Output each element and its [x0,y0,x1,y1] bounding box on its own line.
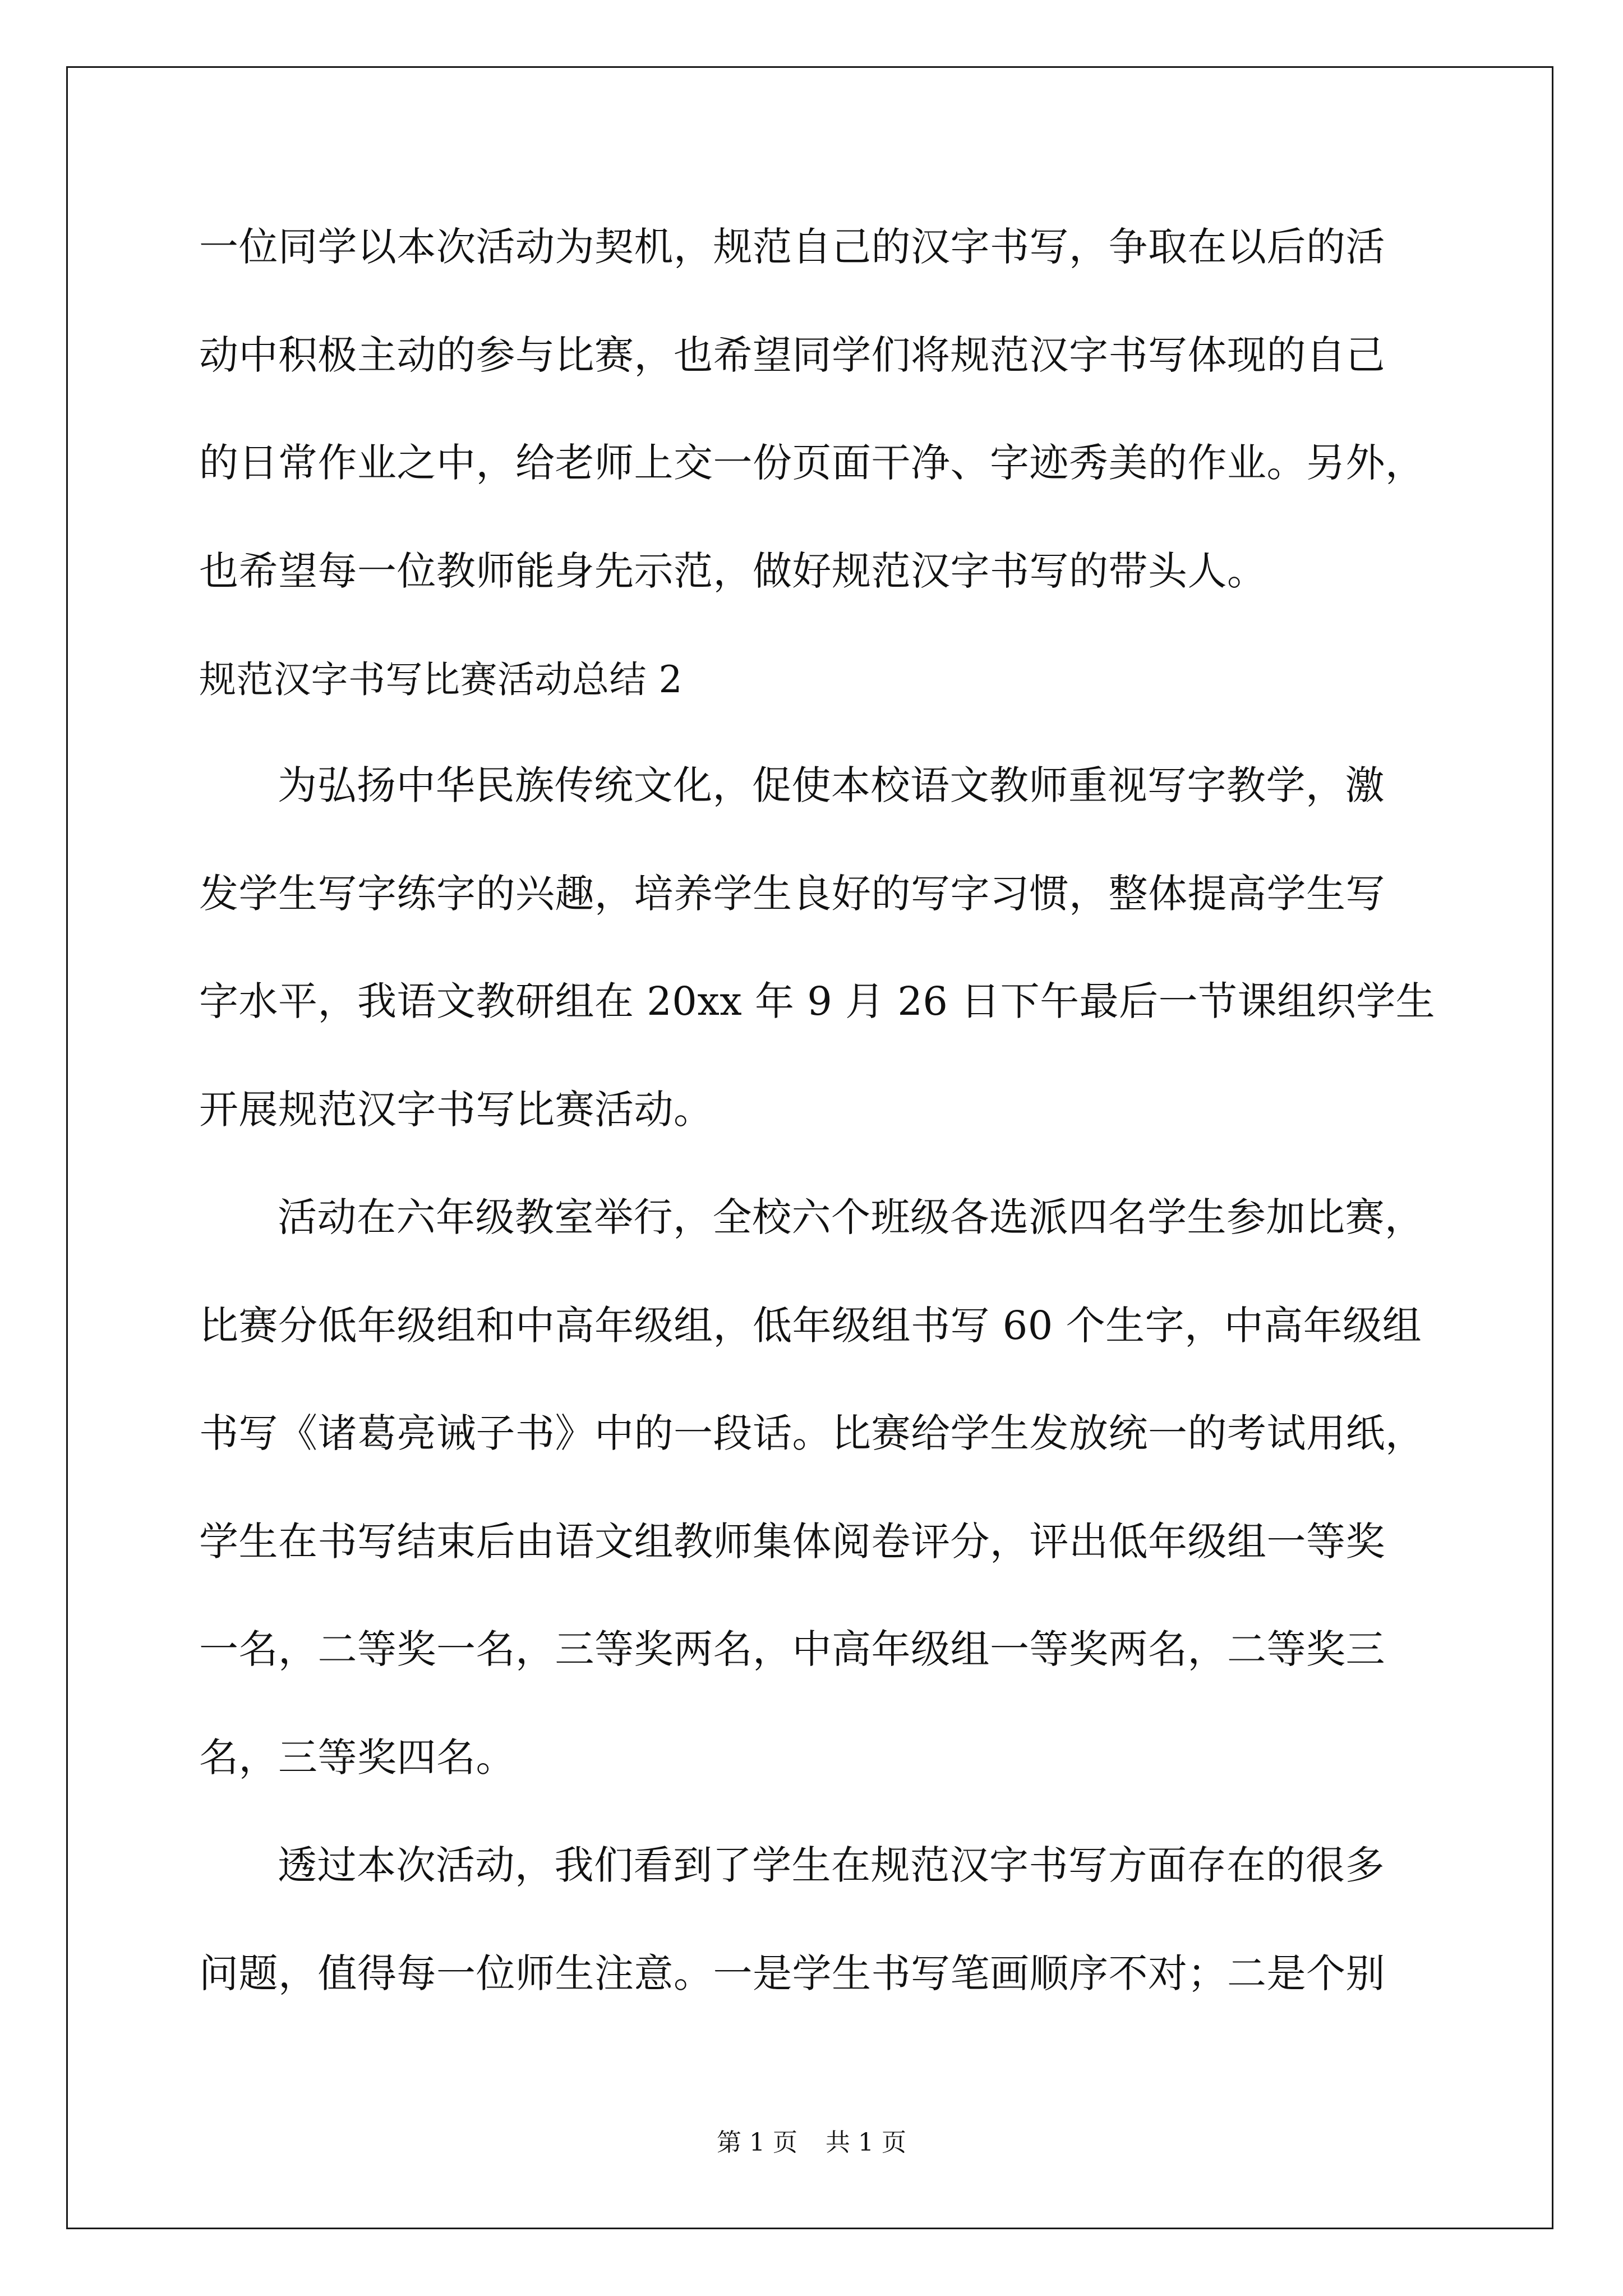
paragraph-1-line-3: 的日常作业之中，给老师上交一份页面干净、字迹秀美的作业。另外， [199,440,1425,486]
paragraph-3-line-1: 活动在六年级教室举行，全校六个班级各选派四名学生参加比赛， [278,1194,1424,1240]
paragraph-4-line-2: 问题，值得每一位师生注意。一是学生书写笔画顺序不对；二是个别 [199,1950,1385,1996]
page-border [66,66,1553,2229]
paragraph-2-line-2: 发学生写字练字的兴趣，培养学生良好的写字习惯，整体提高学生写 [199,871,1385,917]
paragraph-3-line-2: 比赛分低年级组和中高年级组，低年级组书写 60 个生字，中高年级组 [199,1303,1422,1349]
page-number-total: 共 1 页 [826,2128,906,2157]
page-number-current: 第 1 页 [717,2128,797,2157]
paragraph-1-line-4: 也希望每一位教师能身先示范，做好规范汉字书写的带头人。 [199,548,1267,594]
paragraph-3-line-4: 学生在书写结束后由语文组教师集体阅卷评分，评出低年级组一等奖 [199,1519,1385,1565]
paragraph-2-line-4: 开展规范汉字书写比赛活动。 [199,1087,713,1133]
section-heading: 规范汉字书写比赛活动总结 2 [199,658,683,701]
paragraph-1-line-1: 一位同学以本次活动为契机，规范自己的汉字书写，争取在以后的活 [199,224,1385,270]
paragraph-4-line-1: 透过本次活动，我们看到了学生在规范汉字书写方面存在的很多 [278,1842,1385,1888]
page-footer [0,2126,1623,2160]
paragraph-1-line-2: 动中积极主动的参与比赛，也希望同学们将规范汉字书写体现的自己 [199,332,1385,378]
paragraph-3-line-5: 一名，二等奖一名，三等奖两名，中高年级组一等奖两名，二等奖三 [199,1626,1385,1672]
paragraph-3-line-6: 名，三等奖四名。 [199,1734,515,1780]
paragraph-2-line-1: 为弘扬中华民族传统文化，促使本校语文教师重视写字教学，激 [278,762,1385,808]
paragraph-3-line-3: 书写《诸葛亮诫子书》中的一段话。比赛给学生发放统一的考试用纸， [199,1410,1425,1456]
paragraph-2-line-3: 字水平，我语文教研组在 20xx 年 9 月 26 日下午最后一节课组织学生 [199,978,1436,1024]
